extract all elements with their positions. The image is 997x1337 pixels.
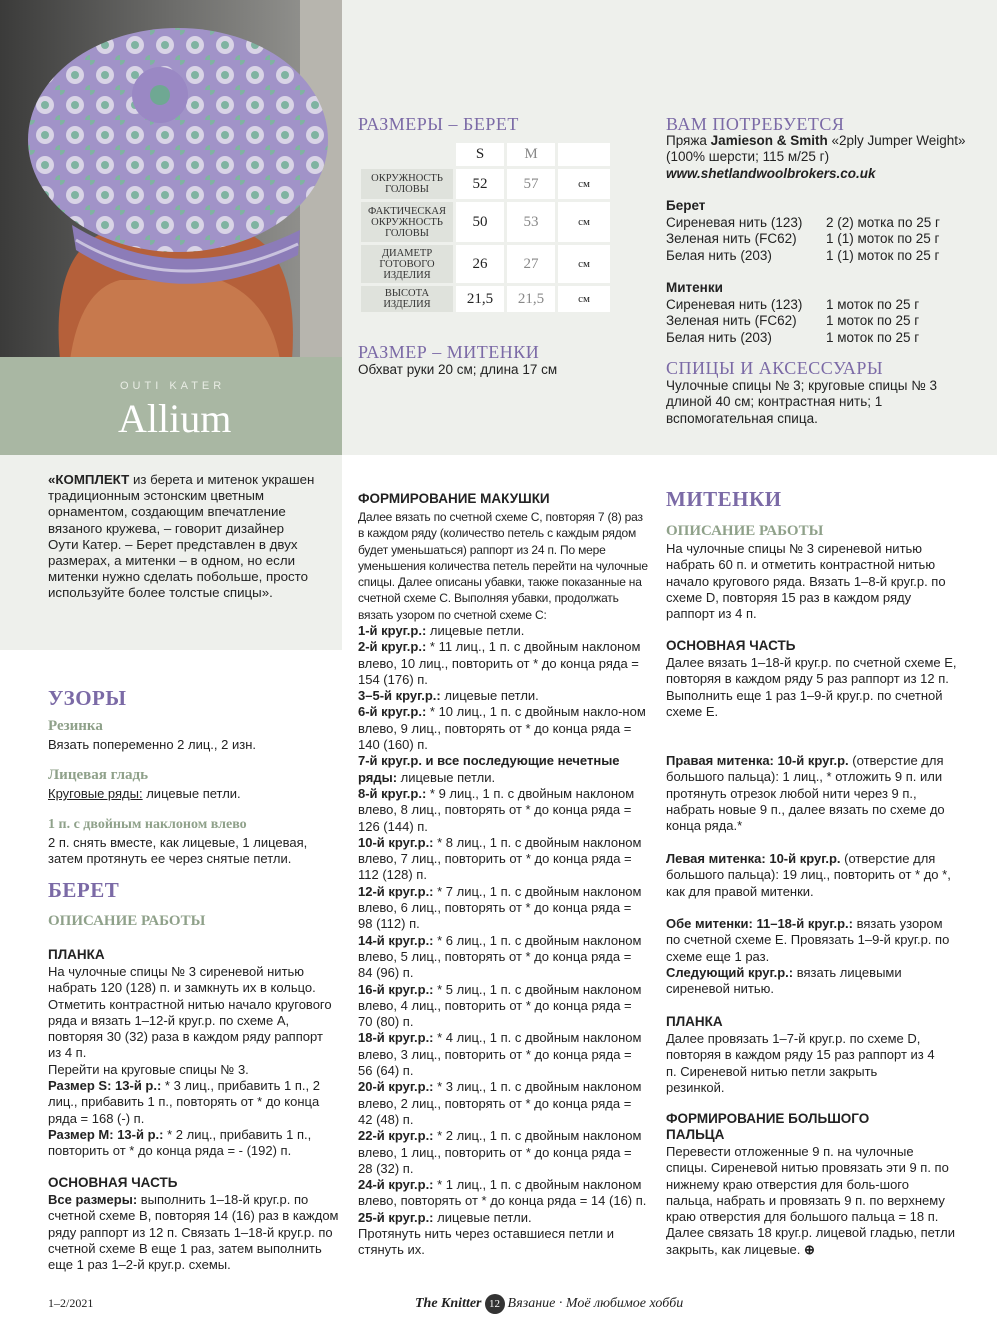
end-mark-icon: ⊕ <box>804 1241 815 1257</box>
beret-size-m <box>48 1127 338 1160</box>
round-label: 7-й круг.р. и все последующие нечетные ряды: <box>358 753 620 785</box>
crown-round <box>358 1030 648 1079</box>
right-mitten-label: Правая митенка: 10-й круг.р. <box>666 753 849 768</box>
both-mittens-row <box>666 916 958 965</box>
list-item <box>666 313 919 329</box>
size-s-text: * 3 лиц., прибавить 1 п., 2 лиц., прибавить 1 п., повторять от * до конца ряда = 168 (-) п. <box>48 1078 320 1126</box>
size-value-m: 53 <box>507 202 555 242</box>
main-desc: выполнить 1–18-й круг.р. по счетной схеме B, повторяя 14 (16) раз в каждом ряду раппорт из 12 п. Связать 1–18-й круг.р. по счетной схеме B еще 1 раз, затем выполнить еще 1 раз 1–2-й круг.р. схемы. <box>48 1192 339 1273</box>
issue-number: 1–2/2021 <box>48 1296 94 1310</box>
round-label: 16-й круг.р.: <box>358 981 434 997</box>
yarn-brand: Jamieson & Smith <box>710 133 828 148</box>
beret-subheading: ОПИСАНИЕ РАБОТЫ <box>48 913 206 929</box>
round-label: 25-й круг.р.: <box>358 1209 434 1225</box>
yarn-name: Белая нить (203) <box>666 247 772 263</box>
crown-round <box>358 933 648 982</box>
sizes-mittens-text: Обхват руки 20 см; длина 17 см <box>358 362 558 377</box>
size-label: ОКРУЖНОСТЬ ГОЛОВЫ <box>361 169 453 199</box>
yarn-name: Зеленая нить (FC62) <box>666 231 797 247</box>
crown-round <box>358 1177 648 1210</box>
both-text: вязать узором по счетной схеме E. Провязать 1–9-й круг.р. по схеме еще 1 раз. <box>666 916 950 964</box>
pattern-title: Allium <box>118 396 232 441</box>
yarn-info <box>666 133 966 166</box>
crown-round <box>358 623 648 639</box>
crown-rounds <box>358 623 648 1259</box>
yarn-name: Белая нить (203) <box>666 329 772 345</box>
size-row <box>361 286 610 312</box>
mittens-materials-title: Митенки <box>666 280 723 295</box>
rib-text: Вязать попеременно 2 лиц., 2 изн. <box>48 737 256 752</box>
round-text: * 11 лиц., 1 п. с двойным наклоном влево, 10 лиц., повторить от * до конца ряда = 154 (176) п. <box>358 639 641 687</box>
round-text: * 3 лиц., 1 п. с двойным наклоном влево, 2 лиц., повторять от * до конца ряда = 42 (48) п. <box>358 1079 642 1127</box>
round-text: * 6 лиц., 1 п. с двойным наклоном влево, 5 лиц., повторять от * до конца ряда = 84 (96) п. <box>358 932 642 981</box>
round-text: лицевые петли. <box>440 688 539 704</box>
next-label: Следующий круг.р.: <box>666 964 794 980</box>
list-item <box>666 297 919 313</box>
mittens-band-text: Далее провязать 1–7-й круг.р. по схеме D, повторяя в каждом ряду 15 раз раппорт из 4 п. Сиреневой нитью петли закрыть резинкой. <box>666 1031 935 1095</box>
yarn-qty: 1 моток по 25 г <box>826 297 920 312</box>
beret-main-text <box>48 1192 340 1273</box>
rib-title: Резинка <box>48 718 103 734</box>
list-item <box>666 215 940 231</box>
beret-size-s <box>48 1078 338 1127</box>
beret-band-text: На чулочные спицы № 3 сиреневой нитью набрать 120 (128) п. и замкнуть их в кольцо. Отметить контрастной нитью начало кругового ряда и вязать 1–12-й круг.р. по схеме А, повторяя 30 (32) раза в каждом ряду раппорт из 4 п. <box>48 964 332 1061</box>
round-label: 22-й круг.р.: <box>358 1128 434 1144</box>
round-text: лицевые петли. <box>433 1209 532 1225</box>
round-label: 18-й круг.р.: <box>358 1030 434 1046</box>
round-label: 24-й круг.р.: <box>358 1177 434 1193</box>
yarn-details: «2ply Jumper Weight» (100% шерсти; 115 м/25 г) <box>666 133 966 165</box>
left-mitten-label: Левая митенка: 10-й круг.р. <box>666 851 841 866</box>
yarn-qty: 1 моток по 25 г <box>826 329 920 345</box>
size-value-s: 50 <box>456 202 504 242</box>
beret-materials-list <box>666 215 940 264</box>
size-label: ВЫСОТА ИЗДЕЛИЯ <box>361 286 453 312</box>
sizes-beret-heading: РАЗМЕРЫ – БЕРЕТ <box>358 114 519 134</box>
crown-round <box>358 704 648 753</box>
beret-photo <box>0 0 342 360</box>
yarn-url-link[interactable]: www.shetlandwoolbrokers.co.uk <box>666 166 876 181</box>
list-item <box>666 231 940 247</box>
size-col-s: S <box>456 143 504 166</box>
beret-main-title: ОСНОВНАЯ ЧАСТЬ <box>48 1175 178 1190</box>
left-mitten <box>666 851 958 900</box>
page-number: 12 <box>485 1294 505 1314</box>
next-text: вязать лицевыми сиреневой нитью. <box>666 964 902 997</box>
size-unit: см <box>558 286 610 312</box>
thumb-text: Перевести отложенные 9 п. на чулочные спицы. Сиреневой нитью провязать эти 9 п. по нижнему краю отверстия для боль-шого пальца, набрать и провязать 9 п. по верхнему краю отверстия для большого пальца = 18 п. Далее связать 18 круг.р. лицевой гладью, петли закрыть, как лицевые. <box>666 1144 955 1257</box>
size-value-m: 57 <box>507 169 555 199</box>
size-col-m: M <box>507 143 555 166</box>
mittens-band-title: ПЛАНКА <box>666 1014 723 1029</box>
size-row <box>361 245 610 283</box>
mittens-main-title: ОСНОВНАЯ ЧАСТЬ <box>666 638 796 653</box>
size-value-s: 52 <box>456 169 504 199</box>
crown-heading: ФОРМИРОВАНИЕ МАКУШКИ <box>358 491 550 506</box>
yarn-qty: 1 (1) моток по 25 г <box>826 247 940 263</box>
size-col-unit <box>558 143 610 166</box>
intro-quote <box>48 472 316 602</box>
left-mitten-text: (отверстие для большого пальца): 19 лиц., повторить от * до *, как для правой митенки. <box>666 851 951 899</box>
both-mittens <box>666 916 958 997</box>
yarn-qty: 1 (1) моток по 25 г <box>826 231 940 247</box>
size-m-label: Размер М: 13-й р.: <box>48 1126 164 1142</box>
materials-heading: ВАМ ПОТРЕБУЕТСЯ <box>666 114 845 134</box>
crown-round <box>358 639 648 688</box>
mittens-subheading: ОПИСАНИЕ РАБОТЫ <box>666 523 824 539</box>
mittens-materials-list <box>666 297 919 346</box>
thumb-section <box>666 1144 958 1258</box>
needles-text: Чулочные спицы № 3; круговые спицы № 3 длиной 40 см; контрастная нить; 1 вспомогательная спица. <box>666 378 937 426</box>
magazine-tagline: Вязание · Моё любимое хобби <box>507 1296 684 1312</box>
crown-intro: Далее вязать по счетной схеме С, повторяя 7 (8) раз в каждом ряду (количество петель с каждым рядом будет уменьшаться) раппорт из 24 п. По мере уменьшения количества петель перейти на чулочные спицы. Далее описаны убавки, также показанные на счетной схеме С. Выполняя убавки, продолжать вязать узором по счетной схеме С: <box>358 510 648 622</box>
round-text: лицевые петли. <box>397 769 496 785</box>
round-text: * 5 лиц., 1 п. с двойным наклоном влево, 4 лиц., повторить от * до конца ряда = 70 (80) п. <box>358 981 642 1030</box>
round-label: 6-й круг.р.: <box>358 704 427 720</box>
crown-round <box>358 884 648 933</box>
decrease-title: 1 п. с двойным наклоном влево <box>48 817 247 832</box>
list-item <box>666 330 919 346</box>
size-unit: см <box>558 202 610 242</box>
round-text: * 8 лиц., 1 п. с двойным наклоном влево, 7 лиц., повторить от * до конца ряда = 112 (128) п. <box>358 834 642 883</box>
round-text: * 9 лиц., 1 п. с двойным наклоном влево, 8 лиц., повторять от * до конца ряда = 126 (144) п. <box>358 785 635 834</box>
mittens-main-text: Далее вязать 1–18-й круг.р. по счетной схеме E, повторяя в каждом ряду 5 раз раппорт из 12 п. <box>666 655 957 687</box>
footer-magazine <box>415 1294 683 1314</box>
size-value-s: 26 <box>456 245 504 283</box>
intro-lead: «КОМПЛЕКТ <box>48 472 130 487</box>
beret-illustration <box>0 0 342 360</box>
mittens-main-text2: Выполнить еще 1 раз 1–9-й круг.р. по счетной схеме E. <box>666 687 943 719</box>
yarn-name: Зеленая нить (FC62) <box>666 313 797 329</box>
magazine-name: The Knitter <box>415 1296 482 1312</box>
crown-round <box>358 688 648 704</box>
mittens-heading: МИТЕНКИ <box>666 487 782 511</box>
decrease-text: 2 п. снять вместе, как лицевые, 1 лицевая, затем протянуть ее через снятые петли. <box>48 835 308 867</box>
round-label: 2-й круг.р.: <box>358 639 427 655</box>
size-m-text: * 2 лиц., прибавить 1 п., повторить от * до конца ряда = - (192) п. <box>48 1126 312 1159</box>
round-label: 20-й круг.р.: <box>358 1079 434 1095</box>
crown-round <box>358 753 648 786</box>
list-item <box>666 248 940 264</box>
crown-round <box>358 1210 648 1226</box>
yarn-name: Сиреневая нить (123) <box>666 215 803 230</box>
crown-outro: Протянуть нить через оставшиеся петли и стянуть их. <box>358 1225 615 1258</box>
mittens-main-section <box>666 655 958 720</box>
size-row <box>361 169 610 199</box>
size-label: ФАКТИЧЕСКАЯ ОКРУЖНОСТЬ ГОЛОВЫ <box>361 202 453 242</box>
round-text: * 2 лиц., 1 п. с двойным наклоном влево, 1 лиц., повторить от * до конца ряда = 28 (32) п. <box>358 1128 642 1176</box>
size-unit: см <box>558 245 610 283</box>
yarn-prefix: Пряжа <box>666 133 711 148</box>
round-label: 14-й круг.р.: <box>358 932 434 948</box>
crown-round <box>358 982 648 1031</box>
crown-round <box>358 1079 648 1128</box>
stockinette-text <box>48 786 241 802</box>
size-row <box>361 202 610 242</box>
size-value-s: 21,5 <box>456 286 504 312</box>
round-label: 8-й круг.р.: <box>358 785 427 801</box>
crown-round <box>358 786 648 835</box>
stockinette-title: Лицевая гладь <box>48 767 149 783</box>
yarn-name: Сиреневая нить (123) <box>666 297 803 312</box>
size-table-corner <box>361 143 453 166</box>
round-label: 12-й круг.р.: <box>358 883 434 899</box>
size-s-label: Размер S: 13-й р.: <box>48 1078 162 1094</box>
round-label: 1-й круг.р.: <box>358 623 427 638</box>
beret-band-title: ПЛАНКА <box>48 947 105 962</box>
round-text: * 1 лиц., 1 п. с двойным наклоном влево, повторять от * до конца ряда = 14 (16) п. <box>358 1177 647 1209</box>
needles-heading: СПИЦЫ И АКСЕССУАРЫ <box>666 358 884 378</box>
both-label: Обе митенки: 11–18-й круг.р.: <box>666 916 853 931</box>
main-label: Все размеры: <box>48 1192 138 1207</box>
right-mitten <box>666 753 958 834</box>
yarn-qty: 1 моток по 25 г <box>826 313 920 329</box>
round-text: * 7 лиц., 1 п. с двойным наклоном влево, 6 лиц., повторять от * до конца ряда = 98 (112) п. <box>358 883 642 932</box>
intro-text: из берета и митенок украшен традиционным эстонским цветным орнаментом, создающим впечатление вязаного кружева, – говорит дизайнер Оути Катер. – Берет представлен в двух размерах, а митенки – в одном, но если митенки нужно сделать побольше, просто используйте более толстые спицы». <box>48 472 315 601</box>
round-label: 3–5-й круг.р.: <box>358 688 441 704</box>
size-label: ДИАМЕТР ГОТОВОГО ИЗДЕЛИЯ <box>361 245 453 283</box>
round-text: лицевые петли. <box>426 623 525 638</box>
size-unit: см <box>558 169 610 199</box>
crown-round <box>358 835 648 884</box>
beret-band-text2: Перейти на круговые спицы № 3. <box>48 1061 249 1077</box>
round-text: * 10 лиц., 1 п. с двойным накло-ном влево, 9 лиц., повторять от * до конца ряда = 140 (160) п. <box>358 704 646 753</box>
round-text: * 4 лиц., 1 п. с двойным наклоном влево, 3 лиц., повторить от * до конца ряда = 56 (64) п. <box>358 1030 642 1079</box>
right-mitten-text: (отверстие для большого пальца): 1 лиц., * отложить 9 п. или протянуть отрезок любой нити через 9 п., набрать новые 9 п., далее вязать по схеме до конца ряда.* <box>666 753 945 834</box>
size-value-m: 27 <box>507 245 555 283</box>
round-label: 10-й круг.р.: <box>358 834 434 850</box>
size-table <box>358 140 613 315</box>
size-value-m: 21,5 <box>507 286 555 312</box>
author-name: OUTI KATER <box>120 380 226 392</box>
crown-round <box>358 1128 648 1177</box>
mittens-intro: На чулочные спицы № 3 сиреневой нитью набрать 60 п. и отметить контрастной нитью начало кругового ряда. Вязать 1–8-й круг.р. по схеме D, повторяя 15 раз в каждом ряду раппорт из 4 п. <box>666 541 946 622</box>
stockinette-label: Круговые ряды: <box>48 786 143 801</box>
sizes-mittens-heading: РАЗМЕР – МИТЕНКИ <box>358 342 540 362</box>
yarn-qty: 2 (2) мотка по 25 г <box>826 215 940 230</box>
next-round-row <box>666 965 958 998</box>
thumb-title: ФОРМИРОВАНИЕ БОЛЬШОГО ПАЛЬЦА <box>666 1111 870 1142</box>
patterns-heading: УЗОРЫ <box>48 686 127 710</box>
stockinette-desc: лицевые петли. <box>142 786 241 801</box>
beret-heading: БЕРЕТ <box>48 878 120 902</box>
beret-band-section <box>48 964 338 1160</box>
beret-materials-title: Берет <box>666 198 706 213</box>
size-table-header <box>361 143 610 166</box>
